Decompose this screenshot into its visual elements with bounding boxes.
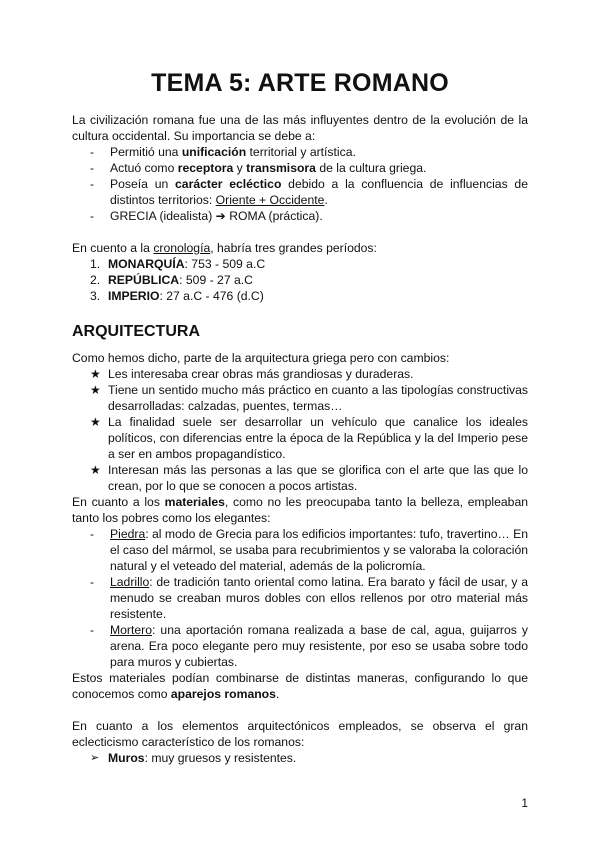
list-item: ★ Tiene un sentido mucho más práctico en cuanto a las tipologías constructivas desarrolladas: calzadas, puentes, termas… (90, 383, 528, 413)
page-number: 1 (521, 796, 528, 810)
underlined-term: Mortero (110, 623, 152, 637)
list-item: ★ La finalidad suele ser desarrollar un vehículo que canalice los ideales políticos, con diferencias entre la época de la República y la del Imperio pese a ser en ambos propagandístico. (90, 415, 528, 461)
bold-term: materiales (164, 495, 225, 509)
list-item: 3. IMPERIO: 27 a.C - 476 (d.C) (90, 289, 264, 303)
list-item: ★ Interesan más las personas a las que se glorifica con el arte que las que lo crean, por lo que se conocen a pocos artistas. (90, 463, 528, 493)
list-item: - Piedra: al modo de Grecia para los edificios importantes: tufo, travertino… En el caso del mármol, se usaba para recubrimientos y se valoraba la coloración natural y el veteado del material, además de la policromía. (72, 526, 528, 574)
star-icon: ★ (90, 415, 101, 429)
list-item: - GRECIA (idealista) ➔ ROMA (práctica). (72, 208, 528, 224)
star-icon: ★ (90, 367, 101, 381)
document-page (72, 68, 528, 766)
materials-paragraph: En cuanto a los materiales, como no les preocupaba tanto la belleza, empleaban tanto los pobres como los elegantes: (72, 495, 529, 525)
underlined-term: Piedra (110, 527, 146, 541)
architecture-lead: Como hemos dicho, parte de la arquitectura griega pero con cambios: (72, 351, 450, 365)
underlined-term: Ladrillo (110, 575, 150, 589)
bold-term: transmisora (246, 161, 316, 175)
section-heading: ARQUITECTURA (72, 323, 200, 340)
list-item: 1. MONARQUÍA: 753 - 509 a.C (90, 257, 266, 271)
list-item: 2. REPÚBLICA: 509 - 27 a.C (90, 273, 253, 287)
aparejos-paragraph: Estos materiales podían combinarse de distintas maneras, configurando lo que conocemos como aparejos romanos. (72, 671, 528, 701)
intro-paragraph: La civilización romana fue una de las más influyentes dentro de la evolución de la cultura occidental. Su importancia se debe a: (72, 113, 528, 143)
list-item: - Poseía un carácter ecléctico debido a la confluencia de influencias de distintos territorios: Oriente + Occidente. (72, 176, 528, 208)
star-icon: ★ (90, 383, 101, 397)
importance-list (72, 144, 528, 224)
underlined-term: Oriente + Occidente (215, 193, 325, 207)
materials-list (72, 526, 528, 670)
list-item: - Mortero: una aportación romana realizada a base de cal, agua, guijarros y arena. Era poco elegante pero muy resistente, por eso se usaba sobre todo para muros y cubiertas. (72, 622, 528, 670)
list-item: - Ladrillo: de tradición tanto oriental como latina. Era barato y fácil de usar, y a menudo se creaban muros dobles con ellos rellenos por otro material más resistente. (72, 574, 528, 622)
list-item: - Permitió una unificación territorial y artística. (72, 144, 528, 160)
elements-paragraph: En cuanto a los elementos arquitectónicos empleados, se observa el gran eclecticismo característico de los romanos: (72, 719, 528, 749)
chronology-paragraph: En cuento a la cronología, habría tres grandes períodos: (72, 241, 377, 255)
bold-term: unificación (181, 145, 247, 159)
star-icon: ★ (90, 463, 101, 477)
page-title: TEMA 5: ARTE ROMANO (151, 69, 449, 97)
list-item: ★ Les interesaba crear obras más grandiosas y duraderas. (90, 367, 414, 381)
bold-term: receptora (177, 161, 234, 175)
arrow-icon: ➢ (90, 752, 100, 764)
bold-term: aparejos romanos (170, 687, 276, 701)
periods-list (72, 256, 528, 304)
list-item: - Actuó como receptora y transmisora de la cultura griega. (72, 160, 528, 176)
changes-list (72, 366, 528, 494)
elements-list (72, 750, 528, 766)
list-item: ➢ Muros: muy gruesos y resistentes. (90, 751, 297, 765)
bold-term: carácter ecléctico (175, 177, 282, 191)
underlined-term: cronología (153, 241, 211, 255)
